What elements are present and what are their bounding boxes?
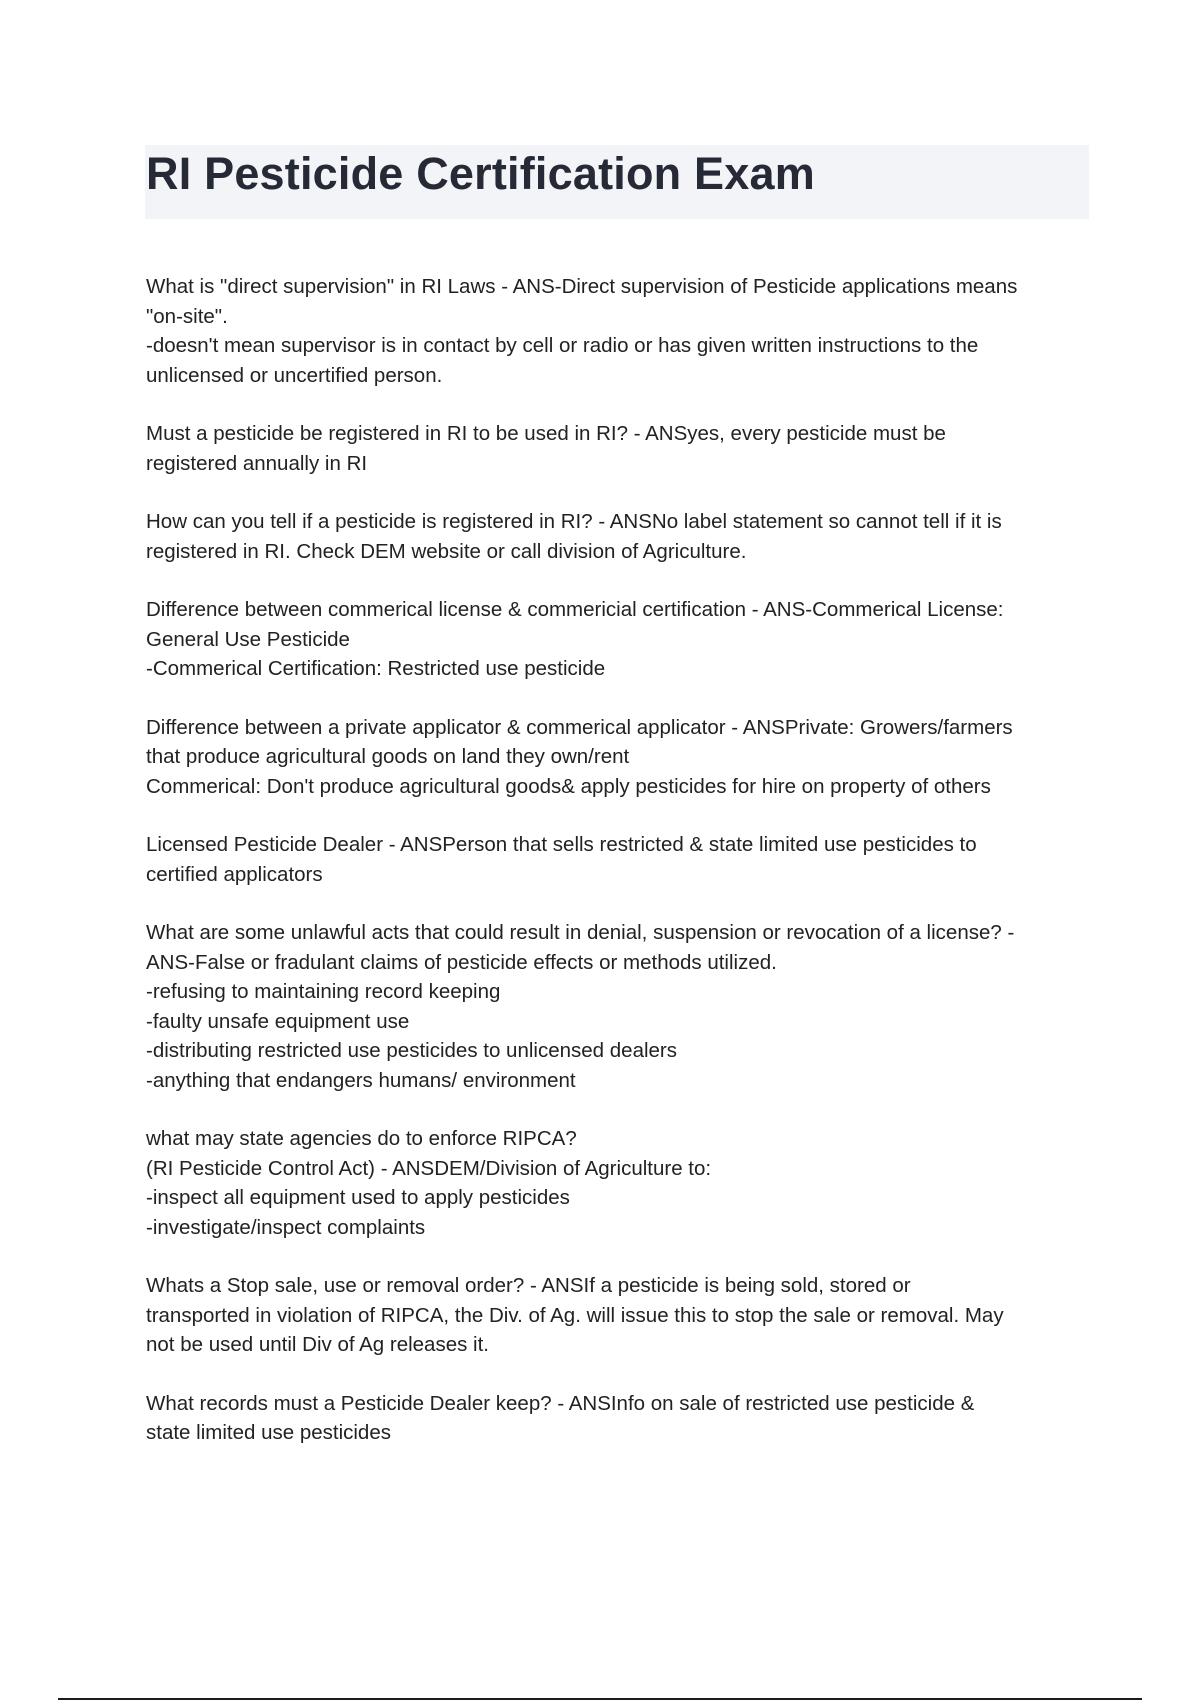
qa-line: -refusing to maintaining record keeping <box>146 980 501 1003</box>
qa-line: Difference between a private applicator & commerical applicator - ANSPrivate: Growers/farmers <box>146 715 1013 739</box>
qa-line: How can you tell if a pesticide is registered in RI? - ANSNo label statement so cannot tell if it is <box>146 510 1002 533</box>
qa-line: -doesn't mean supervisor is in contact by cell or radio or has given written instructions to the <box>146 334 979 357</box>
qa-line: "on-site". <box>146 304 228 328</box>
qa-line: (RI Pesticide Control Act) - ANSDEM/Division of Agriculture to: <box>146 1156 712 1180</box>
qa-line: -inspect all equipment used to apply pesticides <box>146 1186 570 1209</box>
page-title: RI Pesticide Certification Exam <box>146 148 815 199</box>
qa-line: Must a pesticide be registered in RI to be used in RI? - ANSyes, every pesticide must be <box>146 422 946 445</box>
qa-line: what may state agencies do to enforce RIPCA? <box>146 1127 577 1150</box>
qa-item <box>146 595 1096 684</box>
qa-item <box>146 713 1096 802</box>
qa-line: certified applicators <box>146 862 323 886</box>
qa-item <box>146 830 1096 889</box>
qa-line: Whats a Stop sale, use or removal order? - ANSIf a pesticide is being sold, stored or <box>146 1274 911 1297</box>
qa-line: -anything that endangers humans/ environment <box>146 1068 576 1092</box>
qa-line: -investigate/inspect complaints <box>146 1215 426 1239</box>
qa-line: Licensed Pesticide Dealer - ANSPerson that sells restricted & state limited use pesticides to <box>146 833 977 856</box>
qa-item <box>146 918 1096 1095</box>
qa-line: ANS-False or fradulant claims of pesticide effects or methods utilized. <box>146 950 777 974</box>
qa-line: unlicensed or uncertified person. <box>146 363 443 387</box>
qa-line: Difference between commerical license & commericial certification - ANS-Commerical License: <box>146 598 1004 621</box>
qa-item <box>146 1271 1096 1360</box>
qa-line: -faulty unsafe equipment use <box>146 1009 410 1033</box>
qa-line: not be used until Div of Ag releases it. <box>146 1333 490 1356</box>
qa-line: Commerical: Don't produce agricultural goods& apply pesticides for hire on property of others <box>146 774 991 798</box>
qa-item <box>146 507 1096 566</box>
qa-line: General Use Pesticide <box>146 627 350 651</box>
qa-line: registered in RI. Check DEM website or call division of Agriculture. <box>146 539 747 563</box>
qa-line: state limited use pesticides <box>146 1421 391 1444</box>
qa-item <box>146 1389 1096 1448</box>
qa-line: What is "direct supervision" in RI Laws - ANS-Direct supervision of Pesticide applications means <box>146 275 1018 298</box>
qa-line: What are some unlawful acts that could result in denial, suspension or revocation of a license? - <box>146 921 1015 944</box>
qa-item <box>146 1124 1096 1242</box>
qa-line: -distributing restricted use pesticides to unlicensed dealers <box>146 1039 677 1062</box>
qa-item <box>146 419 1096 478</box>
qa-line: -Commerical Certification: Restricted use pesticide <box>146 657 606 680</box>
qa-line: transported in violation of RIPCA, the Div. of Ag. will issue this to stop the sale or removal. May <box>146 1303 1004 1327</box>
qa-line: that produce agricultural goods on land they own/rent <box>146 745 630 768</box>
qa-list <box>146 272 1096 1477</box>
qa-line: registered annually in RI <box>146 451 368 475</box>
qa-line: What records must a Pesticide Dealer keep? - ANSInfo on sale of restricted use pesticide & <box>146 1391 975 1415</box>
qa-item <box>146 272 1096 390</box>
